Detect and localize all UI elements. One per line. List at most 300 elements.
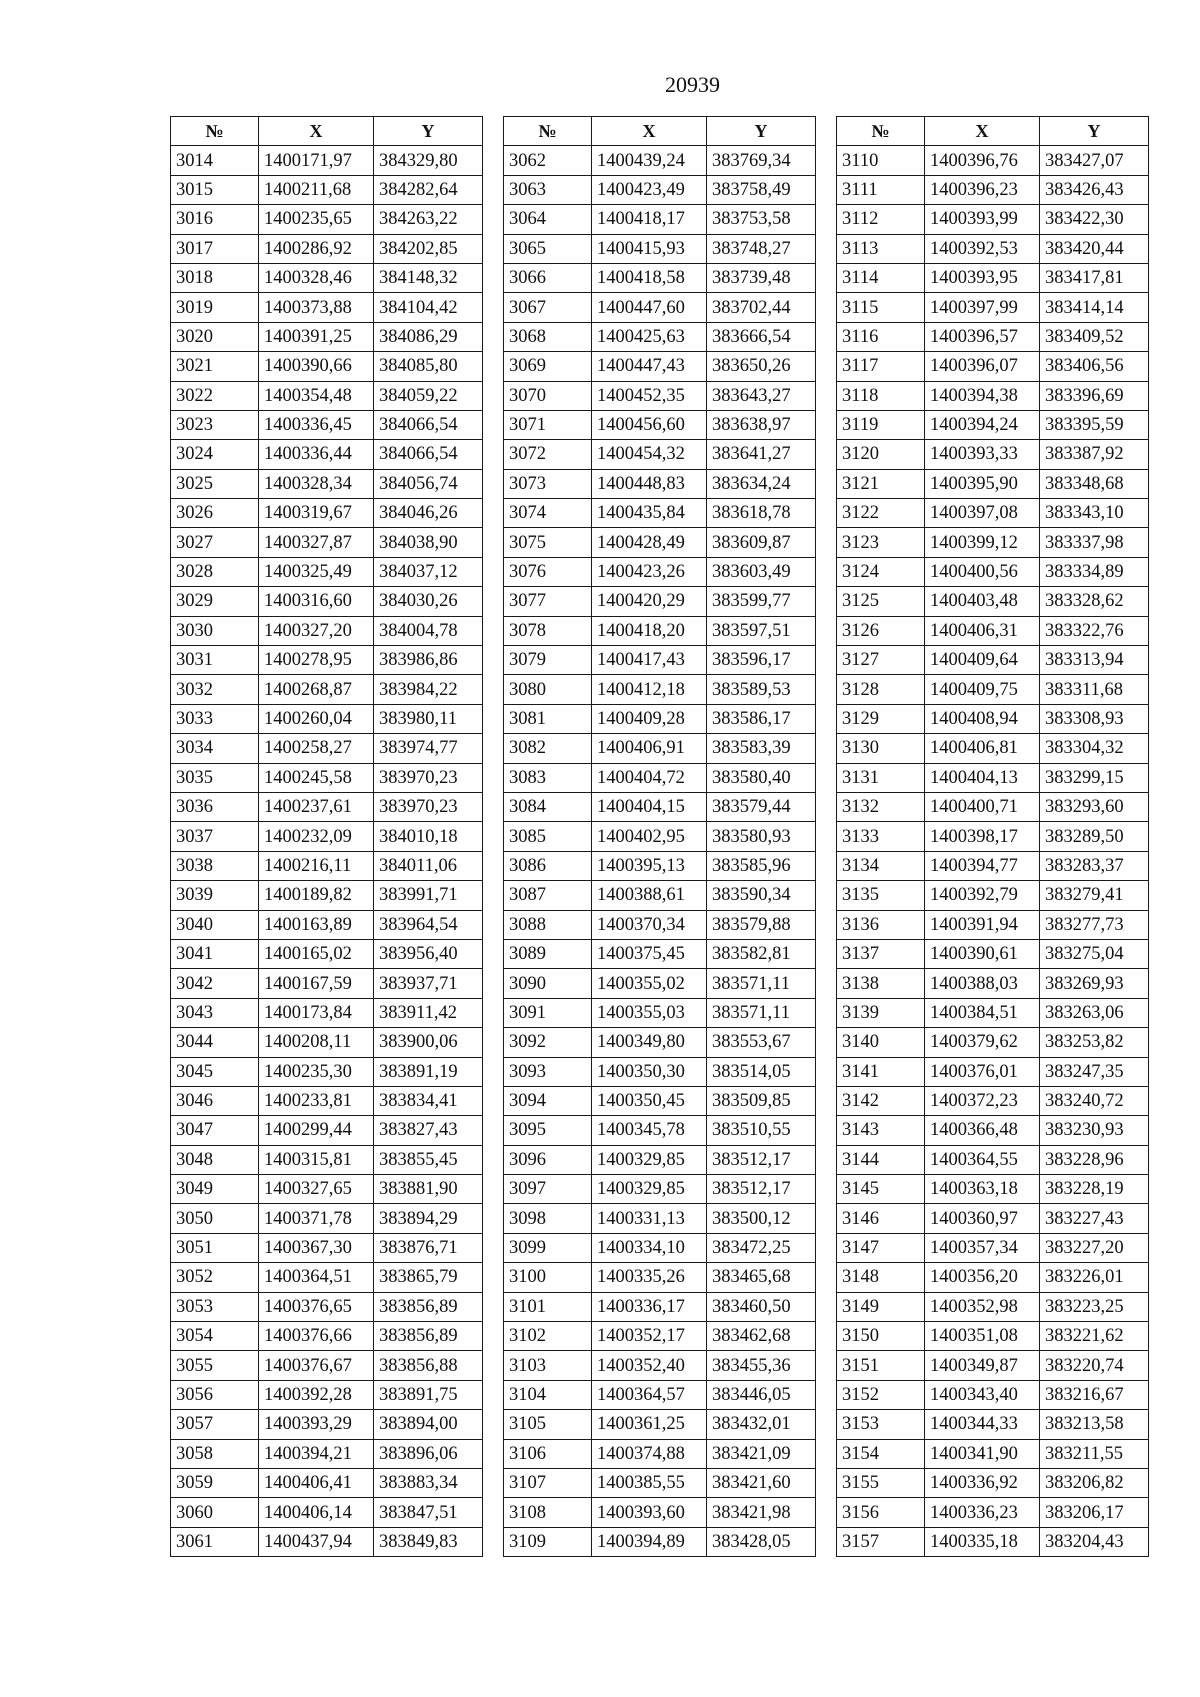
x-coordinate-cell: 1400435,84 xyxy=(592,499,707,528)
x-coordinate-cell: 1400415,93 xyxy=(592,234,707,263)
point-number-cell: 3142 xyxy=(837,1086,925,1115)
table-row xyxy=(171,998,483,1027)
point-number-cell: 3048 xyxy=(171,1145,259,1174)
table-row xyxy=(171,1116,483,1145)
point-number-cell: 3020 xyxy=(171,322,259,351)
x-coordinate-cell: 1400404,13 xyxy=(925,763,1040,792)
y-coordinate-cell: 383206,82 xyxy=(1040,1468,1149,1497)
y-coordinate-cell: 384282,64 xyxy=(374,175,483,204)
table-row xyxy=(171,910,483,939)
y-coordinate-cell: 383894,00 xyxy=(374,1410,483,1439)
point-number-cell: 3072 xyxy=(504,440,592,469)
table-row xyxy=(171,1527,483,1556)
point-number-cell: 3097 xyxy=(504,1175,592,1204)
x-coordinate-cell: 1400364,51 xyxy=(259,1263,374,1292)
y-coordinate-cell: 383891,19 xyxy=(374,1057,483,1086)
table-row xyxy=(504,1322,816,1351)
column-header-number: № xyxy=(171,117,259,146)
x-coordinate-cell: 1400233,81 xyxy=(259,1086,374,1115)
x-coordinate-cell: 1400336,23 xyxy=(925,1498,1040,1527)
y-coordinate-cell: 383428,05 xyxy=(707,1527,816,1556)
y-coordinate-cell: 383414,14 xyxy=(1040,293,1149,322)
y-coordinate-cell: 383881,90 xyxy=(374,1175,483,1204)
table-row xyxy=(837,1351,1149,1380)
y-coordinate-cell: 383289,50 xyxy=(1040,822,1149,851)
point-number-cell: 3103 xyxy=(504,1351,592,1380)
table-row xyxy=(171,587,483,616)
point-number-cell: 3046 xyxy=(171,1086,259,1115)
point-number-cell: 3044 xyxy=(171,1028,259,1057)
table-row xyxy=(504,1498,816,1527)
y-coordinate-cell: 384056,74 xyxy=(374,469,483,498)
table-row xyxy=(837,851,1149,880)
table-row xyxy=(504,1439,816,1468)
x-coordinate-cell: 1400396,07 xyxy=(925,352,1040,381)
y-coordinate-cell: 384030,26 xyxy=(374,587,483,616)
x-coordinate-cell: 1400232,09 xyxy=(259,822,374,851)
point-number-cell: 3075 xyxy=(504,528,592,557)
x-coordinate-cell: 1400237,61 xyxy=(259,792,374,821)
x-coordinate-cell: 1400418,20 xyxy=(592,616,707,645)
point-number-cell: 3096 xyxy=(504,1145,592,1174)
x-coordinate-cell: 1400393,29 xyxy=(259,1410,374,1439)
y-coordinate-cell: 383432,01 xyxy=(707,1410,816,1439)
table-row xyxy=(171,1292,483,1321)
y-coordinate-cell: 383334,89 xyxy=(1040,557,1149,586)
y-coordinate-cell: 383263,06 xyxy=(1040,998,1149,1027)
x-coordinate-cell: 1400335,18 xyxy=(925,1527,1040,1556)
point-number-cell: 3155 xyxy=(837,1468,925,1497)
y-coordinate-cell: 384148,32 xyxy=(374,263,483,292)
y-coordinate-cell: 384329,80 xyxy=(374,146,483,175)
y-coordinate-cell: 383911,42 xyxy=(374,998,483,1027)
y-coordinate-cell: 383834,41 xyxy=(374,1086,483,1115)
x-coordinate-cell: 1400375,45 xyxy=(592,939,707,968)
table-row xyxy=(171,1028,483,1057)
table-row xyxy=(837,1233,1149,1262)
x-coordinate-cell: 1400390,66 xyxy=(259,352,374,381)
x-coordinate-cell: 1400399,12 xyxy=(925,528,1040,557)
y-coordinate-cell: 383417,81 xyxy=(1040,263,1149,292)
x-coordinate-cell: 1400402,95 xyxy=(592,822,707,851)
table-row xyxy=(171,1175,483,1204)
x-coordinate-cell: 1400394,38 xyxy=(925,381,1040,410)
y-coordinate-cell: 383849,83 xyxy=(374,1527,483,1556)
table-row xyxy=(504,440,816,469)
table-row xyxy=(837,792,1149,821)
table-row xyxy=(171,704,483,733)
y-coordinate-cell: 383226,01 xyxy=(1040,1263,1149,1292)
x-coordinate-cell: 1400316,60 xyxy=(259,587,374,616)
point-number-cell: 3104 xyxy=(504,1380,592,1409)
point-number-cell: 3154 xyxy=(837,1439,925,1468)
point-number-cell: 3128 xyxy=(837,675,925,704)
x-coordinate-cell: 1400360,97 xyxy=(925,1204,1040,1233)
y-coordinate-cell: 384086,29 xyxy=(374,322,483,351)
x-coordinate-cell: 1400396,76 xyxy=(925,146,1040,175)
y-coordinate-cell: 384104,42 xyxy=(374,293,483,322)
point-number-cell: 3156 xyxy=(837,1498,925,1527)
table-row xyxy=(837,675,1149,704)
point-number-cell: 3016 xyxy=(171,205,259,234)
column-header-number: № xyxy=(504,117,592,146)
x-coordinate-cell: 1400351,08 xyxy=(925,1322,1040,1351)
x-coordinate-cell: 1400406,81 xyxy=(925,734,1040,763)
x-coordinate-cell: 1400336,45 xyxy=(259,410,374,439)
y-coordinate-cell: 383599,77 xyxy=(707,587,816,616)
x-coordinate-cell: 1400343,40 xyxy=(925,1380,1040,1409)
point-number-cell: 3150 xyxy=(837,1322,925,1351)
x-coordinate-cell: 1400409,64 xyxy=(925,646,1040,675)
x-coordinate-cell: 1400376,66 xyxy=(259,1322,374,1351)
point-number-cell: 3062 xyxy=(504,146,592,175)
point-number-cell: 3045 xyxy=(171,1057,259,1086)
y-coordinate-cell: 383582,81 xyxy=(707,939,816,968)
x-coordinate-cell: 1400235,30 xyxy=(259,1057,374,1086)
table-row xyxy=(504,1380,816,1409)
x-coordinate-cell: 1400355,03 xyxy=(592,998,707,1027)
point-number-cell: 3126 xyxy=(837,616,925,645)
point-number-cell: 3112 xyxy=(837,205,925,234)
y-coordinate-cell: 383894,29 xyxy=(374,1204,483,1233)
x-coordinate-cell: 1400400,56 xyxy=(925,557,1040,586)
point-number-cell: 3137 xyxy=(837,939,925,968)
point-number-cell: 3070 xyxy=(504,381,592,410)
table-row xyxy=(171,175,483,204)
point-number-cell: 3117 xyxy=(837,352,925,381)
table-row xyxy=(504,1116,816,1145)
y-coordinate-cell: 383618,78 xyxy=(707,499,816,528)
x-coordinate-cell: 1400396,57 xyxy=(925,322,1040,351)
table-row xyxy=(504,851,816,880)
x-coordinate-cell: 1400397,08 xyxy=(925,499,1040,528)
y-coordinate-cell: 384059,22 xyxy=(374,381,483,410)
point-number-cell: 3040 xyxy=(171,910,259,939)
table-row xyxy=(171,616,483,645)
table-row xyxy=(504,499,816,528)
point-number-cell: 3136 xyxy=(837,910,925,939)
y-coordinate-cell: 383580,93 xyxy=(707,822,816,851)
table-row xyxy=(504,1204,816,1233)
x-coordinate-cell: 1400335,26 xyxy=(592,1263,707,1292)
point-number-cell: 3113 xyxy=(837,234,925,263)
y-coordinate-cell: 383827,43 xyxy=(374,1116,483,1145)
y-coordinate-cell: 383579,88 xyxy=(707,910,816,939)
y-coordinate-cell: 383253,82 xyxy=(1040,1028,1149,1057)
point-number-cell: 3144 xyxy=(837,1145,925,1174)
y-coordinate-cell: 383460,50 xyxy=(707,1292,816,1321)
x-coordinate-cell: 1400406,91 xyxy=(592,734,707,763)
x-coordinate-cell: 1400403,48 xyxy=(925,587,1040,616)
x-coordinate-cell: 1400393,95 xyxy=(925,263,1040,292)
table-row xyxy=(171,1233,483,1262)
y-coordinate-cell: 383596,17 xyxy=(707,646,816,675)
y-coordinate-cell: 384085,80 xyxy=(374,352,483,381)
point-number-cell: 3023 xyxy=(171,410,259,439)
point-number-cell: 3131 xyxy=(837,763,925,792)
y-coordinate-cell: 383337,98 xyxy=(1040,528,1149,557)
table-row xyxy=(837,1380,1149,1409)
point-number-cell: 3085 xyxy=(504,822,592,851)
point-number-cell: 3057 xyxy=(171,1410,259,1439)
table-row xyxy=(171,1351,483,1380)
x-coordinate-cell: 1400211,68 xyxy=(259,175,374,204)
point-number-cell: 3021 xyxy=(171,352,259,381)
table-row xyxy=(837,969,1149,998)
y-coordinate-cell: 383247,35 xyxy=(1040,1057,1149,1086)
y-coordinate-cell: 383343,10 xyxy=(1040,499,1149,528)
point-number-cell: 3110 xyxy=(837,146,925,175)
y-coordinate-cell: 383322,76 xyxy=(1040,616,1149,645)
x-coordinate-cell: 1400327,87 xyxy=(259,528,374,557)
y-coordinate-cell: 383277,73 xyxy=(1040,910,1149,939)
y-coordinate-cell: 383206,17 xyxy=(1040,1498,1149,1527)
point-number-cell: 3017 xyxy=(171,234,259,263)
y-coordinate-cell: 383980,11 xyxy=(374,704,483,733)
x-coordinate-cell: 1400388,03 xyxy=(925,969,1040,998)
table-row xyxy=(837,1322,1149,1351)
table-row xyxy=(504,792,816,821)
x-coordinate-cell: 1400423,49 xyxy=(592,175,707,204)
point-number-cell: 3033 xyxy=(171,704,259,733)
y-coordinate-cell: 383396,69 xyxy=(1040,381,1149,410)
point-number-cell: 3106 xyxy=(504,1439,592,1468)
y-coordinate-cell: 383500,12 xyxy=(707,1204,816,1233)
column-header-x: X xyxy=(592,117,707,146)
table-row xyxy=(504,704,816,733)
y-coordinate-cell: 383970,23 xyxy=(374,763,483,792)
point-number-cell: 3157 xyxy=(837,1527,925,1556)
table-row xyxy=(837,734,1149,763)
table-row xyxy=(837,1527,1149,1556)
x-coordinate-cell: 1400331,13 xyxy=(592,1204,707,1233)
table-row xyxy=(171,146,483,175)
x-coordinate-cell: 1400392,28 xyxy=(259,1380,374,1409)
table-row xyxy=(171,528,483,557)
x-coordinate-cell: 1400423,26 xyxy=(592,557,707,586)
table-row xyxy=(837,1028,1149,1057)
table-row xyxy=(504,1292,816,1321)
y-coordinate-cell: 383422,30 xyxy=(1040,205,1149,234)
table-row xyxy=(504,1086,816,1115)
x-coordinate-cell: 1400409,75 xyxy=(925,675,1040,704)
point-number-cell: 3069 xyxy=(504,352,592,381)
table-row xyxy=(504,1468,816,1497)
point-number-cell: 3132 xyxy=(837,792,925,821)
table-row xyxy=(837,322,1149,351)
table-row xyxy=(837,1116,1149,1145)
y-coordinate-cell: 384202,85 xyxy=(374,234,483,263)
table-row xyxy=(504,528,816,557)
point-number-cell: 3100 xyxy=(504,1263,592,1292)
point-number-cell: 3090 xyxy=(504,969,592,998)
y-coordinate-cell: 383514,05 xyxy=(707,1057,816,1086)
table-row xyxy=(837,175,1149,204)
y-coordinate-cell: 383590,34 xyxy=(707,881,816,910)
table-row xyxy=(171,1322,483,1351)
x-coordinate-cell: 1400418,58 xyxy=(592,263,707,292)
y-coordinate-cell: 383512,17 xyxy=(707,1145,816,1174)
point-number-cell: 3130 xyxy=(837,734,925,763)
point-number-cell: 3081 xyxy=(504,704,592,733)
y-coordinate-cell: 383279,41 xyxy=(1040,881,1149,910)
point-number-cell: 3120 xyxy=(837,440,925,469)
point-number-cell: 3093 xyxy=(504,1057,592,1086)
table-row xyxy=(171,410,483,439)
point-number-cell: 3064 xyxy=(504,205,592,234)
table-row xyxy=(171,646,483,675)
table-body xyxy=(171,146,483,1557)
table-row xyxy=(837,410,1149,439)
y-coordinate-cell: 383228,96 xyxy=(1040,1145,1149,1174)
y-coordinate-cell: 383769,34 xyxy=(707,146,816,175)
y-coordinate-cell: 383580,40 xyxy=(707,763,816,792)
point-number-cell: 3108 xyxy=(504,1498,592,1527)
y-coordinate-cell: 383509,85 xyxy=(707,1086,816,1115)
table-row xyxy=(837,381,1149,410)
y-coordinate-cell: 384004,78 xyxy=(374,616,483,645)
point-number-cell: 3077 xyxy=(504,587,592,616)
y-coordinate-cell: 383553,67 xyxy=(707,1028,816,1057)
y-coordinate-cell: 383758,49 xyxy=(707,175,816,204)
x-coordinate-cell: 1400409,28 xyxy=(592,704,707,733)
y-coordinate-cell: 383896,06 xyxy=(374,1439,483,1468)
table-row xyxy=(504,1233,816,1262)
y-coordinate-cell: 383585,96 xyxy=(707,851,816,880)
x-coordinate-cell: 1400328,34 xyxy=(259,469,374,498)
table-row xyxy=(504,1410,816,1439)
y-coordinate-cell: 383638,97 xyxy=(707,410,816,439)
x-coordinate-cell: 1400391,25 xyxy=(259,322,374,351)
table-row xyxy=(837,1086,1149,1115)
x-coordinate-cell: 1400329,85 xyxy=(592,1145,707,1174)
point-number-cell: 3018 xyxy=(171,263,259,292)
x-coordinate-cell: 1400364,55 xyxy=(925,1145,1040,1174)
point-number-cell: 3118 xyxy=(837,381,925,410)
table-row xyxy=(504,939,816,968)
point-number-cell: 3038 xyxy=(171,851,259,880)
table-row xyxy=(837,557,1149,586)
point-number-cell: 3123 xyxy=(837,528,925,557)
point-number-cell: 3067 xyxy=(504,293,592,322)
y-coordinate-cell: 383421,60 xyxy=(707,1468,816,1497)
point-number-cell: 3145 xyxy=(837,1175,925,1204)
y-coordinate-cell: 383230,93 xyxy=(1040,1116,1149,1145)
point-number-cell: 3140 xyxy=(837,1028,925,1057)
point-number-cell: 3034 xyxy=(171,734,259,763)
y-coordinate-cell: 384037,12 xyxy=(374,557,483,586)
x-coordinate-cell: 1400394,21 xyxy=(259,1439,374,1468)
point-number-cell: 3134 xyxy=(837,851,925,880)
x-coordinate-cell: 1400394,24 xyxy=(925,410,1040,439)
point-number-cell: 3060 xyxy=(171,1498,259,1527)
x-coordinate-cell: 1400336,44 xyxy=(259,440,374,469)
point-number-cell: 3031 xyxy=(171,646,259,675)
table-row xyxy=(837,146,1149,175)
y-coordinate-cell: 383240,72 xyxy=(1040,1086,1149,1115)
y-coordinate-cell: 383221,62 xyxy=(1040,1322,1149,1351)
table-row xyxy=(837,263,1149,292)
table-row xyxy=(504,1175,816,1204)
point-number-cell: 3148 xyxy=(837,1263,925,1292)
y-coordinate-cell: 383847,51 xyxy=(374,1498,483,1527)
y-coordinate-cell: 383589,53 xyxy=(707,675,816,704)
table-row xyxy=(504,998,816,1027)
x-coordinate-cell: 1400454,32 xyxy=(592,440,707,469)
x-coordinate-cell: 1400390,61 xyxy=(925,939,1040,968)
x-coordinate-cell: 1400355,02 xyxy=(592,969,707,998)
table-row xyxy=(504,763,816,792)
y-coordinate-cell: 383269,93 xyxy=(1040,969,1149,998)
table-row xyxy=(171,205,483,234)
y-coordinate-cell: 383512,17 xyxy=(707,1175,816,1204)
x-coordinate-cell: 1400245,58 xyxy=(259,763,374,792)
y-coordinate-cell: 383421,09 xyxy=(707,1439,816,1468)
table-row xyxy=(837,1057,1149,1086)
point-number-cell: 3066 xyxy=(504,263,592,292)
table-row xyxy=(504,1028,816,1057)
table-row xyxy=(837,234,1149,263)
point-number-cell: 3107 xyxy=(504,1468,592,1497)
y-coordinate-cell: 383883,34 xyxy=(374,1468,483,1497)
point-number-cell: 3149 xyxy=(837,1292,925,1321)
y-coordinate-cell: 383211,55 xyxy=(1040,1439,1149,1468)
y-coordinate-cell: 383472,25 xyxy=(707,1233,816,1262)
x-coordinate-cell: 1400376,67 xyxy=(259,1351,374,1380)
table-row xyxy=(837,881,1149,910)
y-coordinate-cell: 383856,89 xyxy=(374,1322,483,1351)
table-row xyxy=(504,293,816,322)
point-number-cell: 3056 xyxy=(171,1380,259,1409)
point-number-cell: 3127 xyxy=(837,646,925,675)
y-coordinate-cell: 383313,94 xyxy=(1040,646,1149,675)
point-number-cell: 3133 xyxy=(837,822,925,851)
table-row xyxy=(171,763,483,792)
point-number-cell: 3119 xyxy=(837,410,925,439)
table-row xyxy=(837,499,1149,528)
x-coordinate-cell: 1400350,30 xyxy=(592,1057,707,1086)
x-coordinate-cell: 1400334,10 xyxy=(592,1233,707,1262)
x-coordinate-cell: 1400167,59 xyxy=(259,969,374,998)
x-coordinate-cell: 1400395,90 xyxy=(925,469,1040,498)
table-row xyxy=(837,1204,1149,1233)
y-coordinate-cell: 383579,44 xyxy=(707,792,816,821)
x-coordinate-cell: 1400173,84 xyxy=(259,998,374,1027)
x-coordinate-cell: 1400448,83 xyxy=(592,469,707,498)
table-row xyxy=(171,1057,483,1086)
point-number-cell: 3138 xyxy=(837,969,925,998)
y-coordinate-cell: 383974,77 xyxy=(374,734,483,763)
x-coordinate-cell: 1400354,48 xyxy=(259,381,374,410)
y-coordinate-cell: 383748,27 xyxy=(707,234,816,263)
x-coordinate-cell: 1400376,65 xyxy=(259,1292,374,1321)
point-number-cell: 3098 xyxy=(504,1204,592,1233)
point-number-cell: 3055 xyxy=(171,1351,259,1380)
point-number-cell: 3153 xyxy=(837,1410,925,1439)
point-number-cell: 3068 xyxy=(504,322,592,351)
table-row xyxy=(837,587,1149,616)
x-coordinate-cell: 1400327,65 xyxy=(259,1175,374,1204)
x-coordinate-cell: 1400406,31 xyxy=(925,616,1040,645)
x-coordinate-cell: 1400437,94 xyxy=(259,1527,374,1556)
table-header-row xyxy=(504,117,816,146)
x-coordinate-cell: 1400171,97 xyxy=(259,146,374,175)
point-number-cell: 3037 xyxy=(171,822,259,851)
y-coordinate-cell: 383213,58 xyxy=(1040,1410,1149,1439)
y-coordinate-cell: 383865,79 xyxy=(374,1263,483,1292)
table-row xyxy=(504,410,816,439)
table-row xyxy=(171,1498,483,1527)
